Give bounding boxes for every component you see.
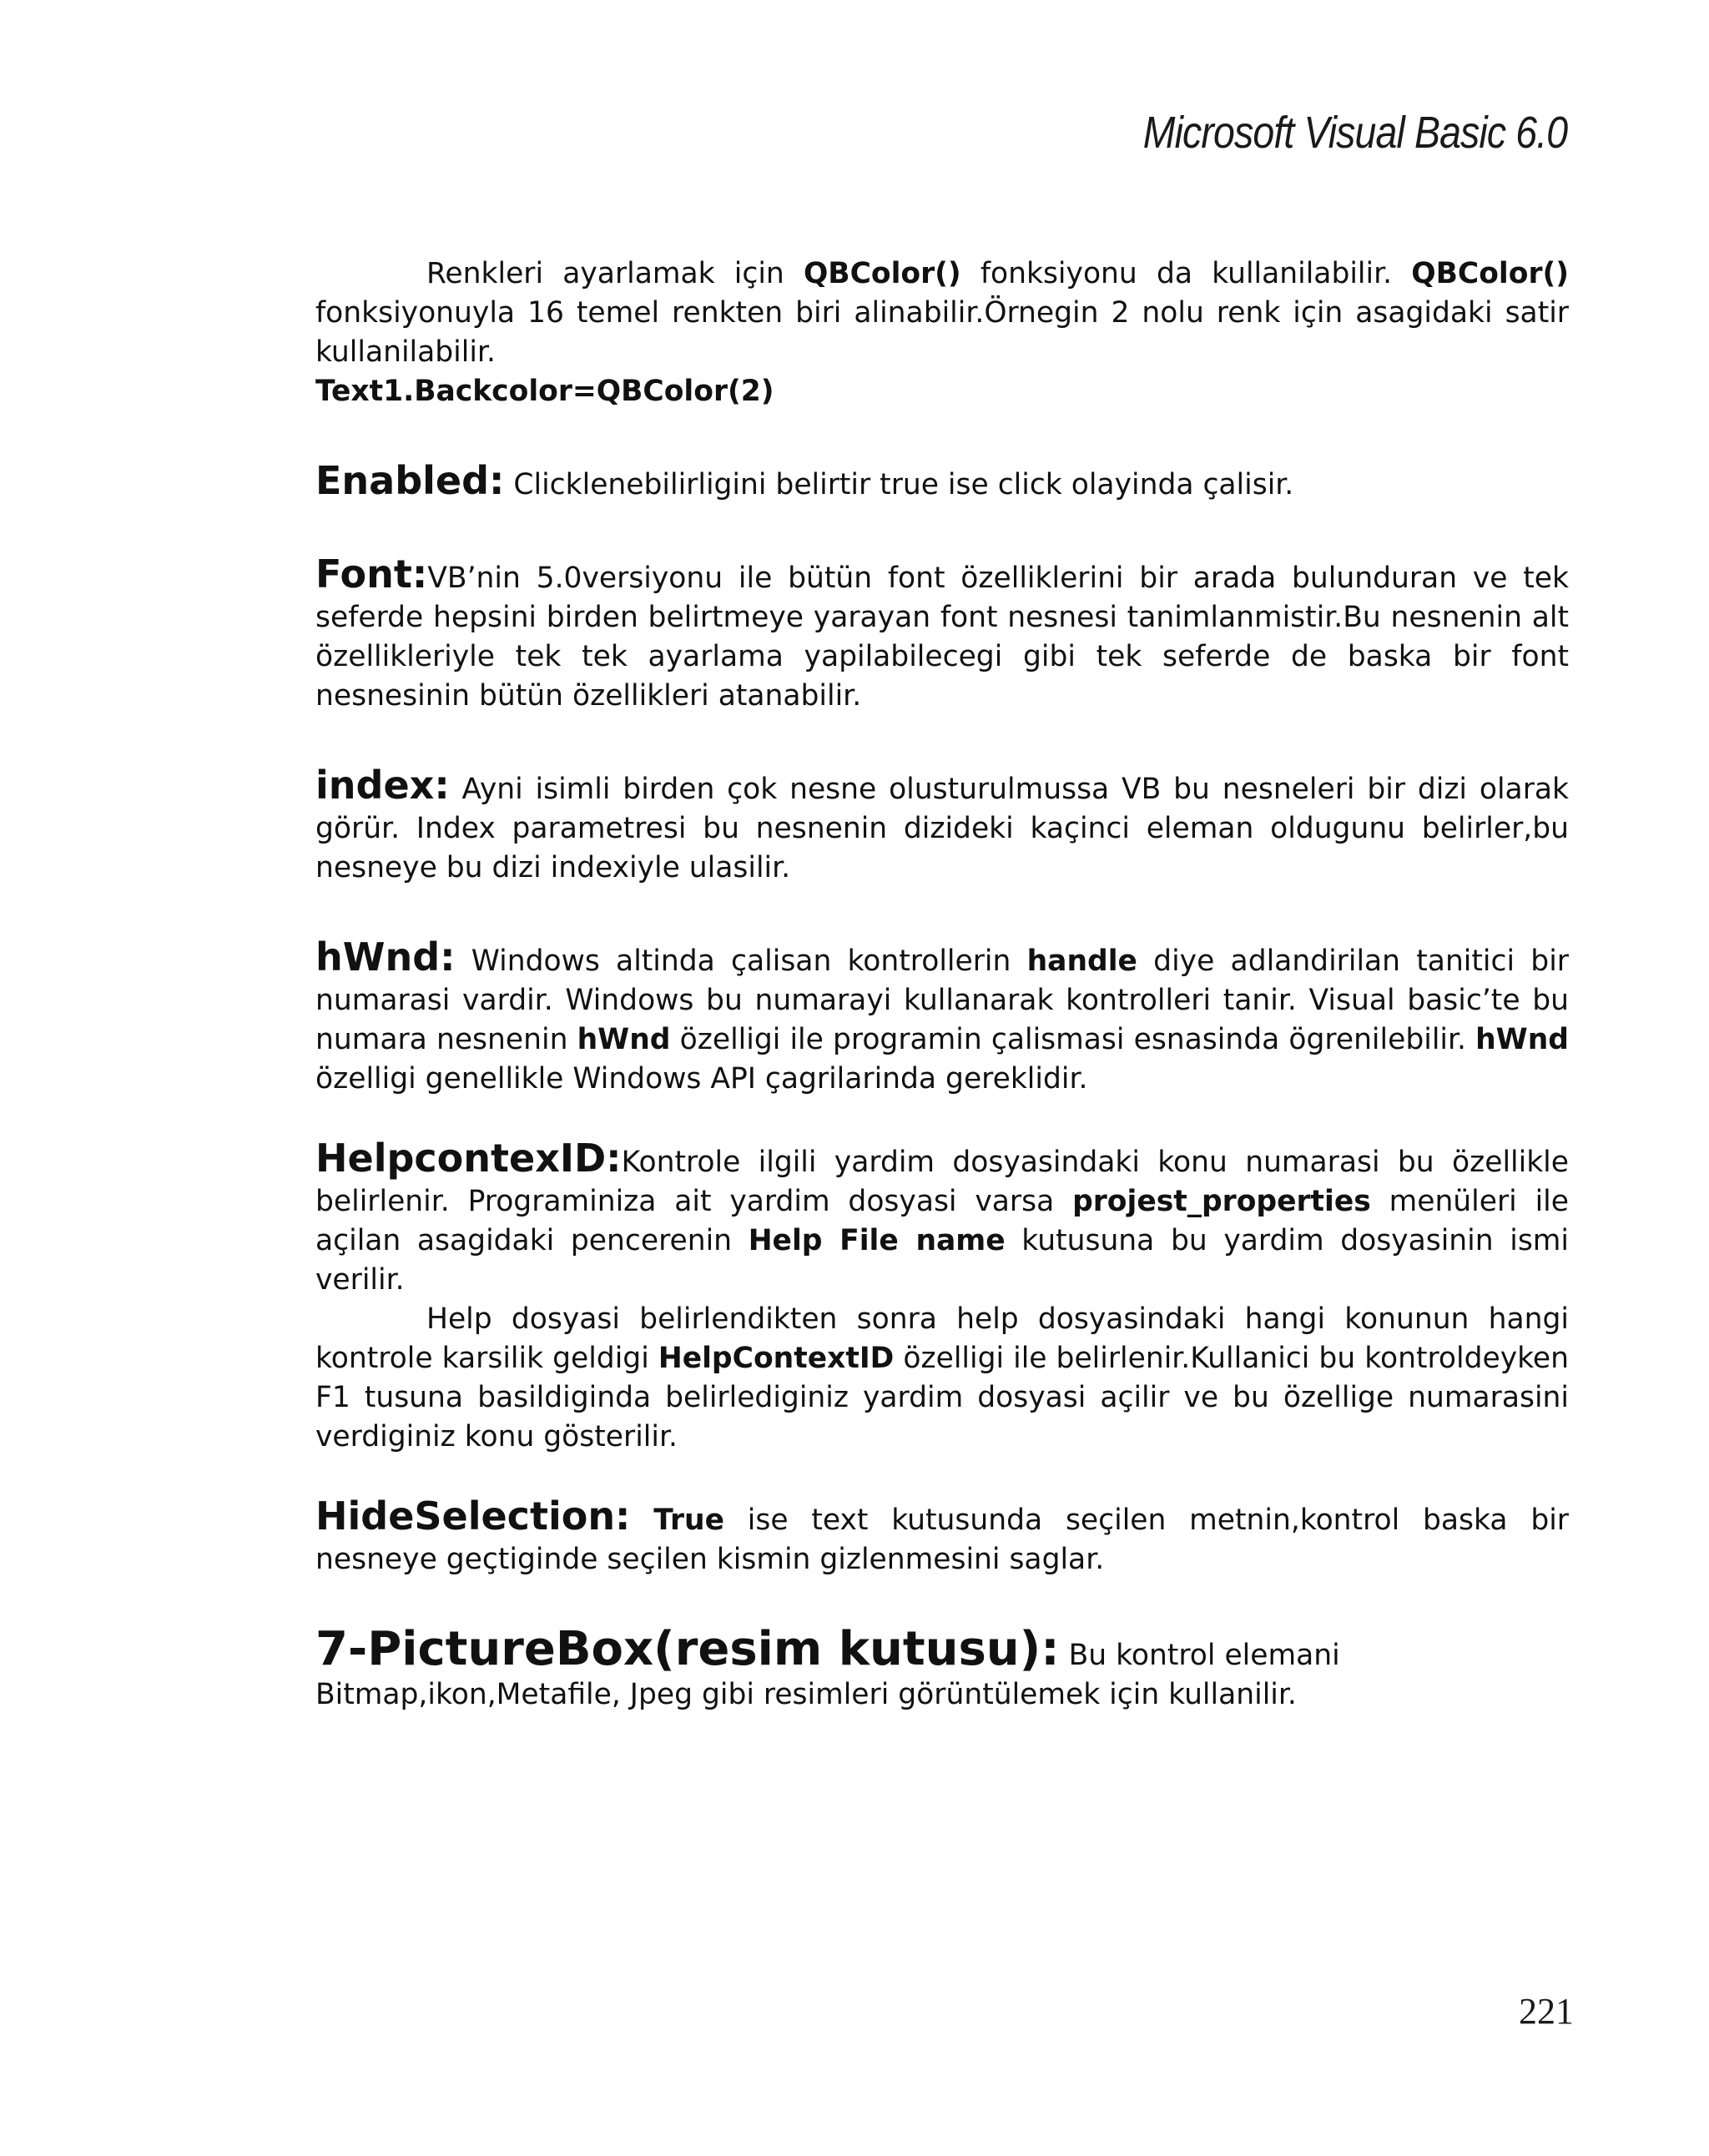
helpcontext-text-2: menüleri ile açilan asagidaki pencerenin: [315, 1185, 1569, 1257]
hideselection-paragraph: [315, 1494, 1569, 1579]
font-term: Font:: [315, 552, 428, 597]
qbcolor-keyword: QBColor(): [803, 257, 961, 290]
hwnd-paragraph: [315, 934, 1569, 1099]
hideselection-keyword: True: [653, 1504, 724, 1537]
picturebox-heading: 7-PictureBox(resim kutusu):: [315, 1622, 1060, 1676]
picturebox-paragraph: [315, 1622, 1569, 1715]
helpcontext-p2-text-2: özelligi ile belirlenir.Kullanici bu kontroldeyken F1 tusuna basildiginda belirlediginiz yardim dosyasi açilir ve bu özellige numarasini verdiginiz konu gösterilir.: [315, 1342, 1569, 1453]
hwnd-keyword-2: hWnd: [1475, 1023, 1569, 1056]
helpcontext-keyword-field: Help File name: [748, 1224, 1006, 1257]
helpcontext-term: HelpcontexID:: [315, 1136, 622, 1181]
hwnd-term: hWnd:: [315, 934, 456, 980]
hwnd-text-1: Windows altinda çalisan kontrollerin: [455, 945, 1027, 978]
helpcontext-p2-keyword: HelpContextID: [658, 1342, 895, 1375]
hwnd-keyword: hWnd: [577, 1023, 671, 1056]
hwnd-text-3: özelligi ile programin çalismasi esnasinda ögrenilebilir.: [670, 1023, 1476, 1056]
page-number: 221: [1519, 1991, 1574, 2032]
hwnd-keyword-handle: handle: [1026, 945, 1137, 978]
helpcontext-paragraph-2: [315, 1300, 1569, 1457]
helpcontext-keyword-menu: projest_properties: [1072, 1185, 1371, 1218]
enabled-paragraph: [315, 458, 1569, 505]
index-term: index:: [315, 763, 450, 808]
page-content: [315, 254, 1569, 1715]
helpcontext-text-1: Kontrole ilgili yardim dosyasindaki konu numarasi bu özellikle belirlenir. Programiniza ait yardim dosyasi varsa: [315, 1146, 1569, 1218]
index-paragraph: [315, 763, 1569, 888]
qbcolor-keyword-2: QBColor(): [1411, 257, 1569, 290]
font-text: VB’nin 5.0versiyonu ile bütün font özelliklerini bir arada bulunduran ve tek seferde hepsini birden belirtmeye yarayan font nesnesi tanimlanmistir.Bu nesnenin alt özellikleriyle tek tek ayarlama yapilabilecegi gibi tek seferde de baska bir font nesnesinin bütün özellikleri atanabilir.: [315, 562, 1569, 713]
enabled-text: Clicklenebilirligini belirtir true ise click olayinda çalisir.: [504, 468, 1294, 501]
qbcolor-paragraph: [315, 254, 1569, 372]
running-header: Microsoft Visual Basic 6.0: [1142, 108, 1567, 158]
qbcolor-code-line: Text1.Backcolor=QBColor(2): [315, 375, 774, 408]
qbcolor-text-1: Renkleri ayarlamak için: [426, 257, 804, 290]
hideselection-text: ise text kutusunda seçilen metnin,kontrol baska bir nesneye geçtiginde seçilen kismin gizlenmesini saglar.: [315, 1504, 1569, 1576]
helpcontext-p2-text-1: Help dosyasi belirlendikten sonra help dosyasindaki hangi konunun hangi kontrole karsilik geldigi: [315, 1302, 1569, 1375]
index-text: Ayni isimli birden çok nesne olusturulmussa VB bu nesneleri bir dizi olarak görür. Index parametresi bu nesnenin dizideki kaçinci eleman oldugunu belirler,bu nesneye bu dizi indexiyle ulasilir.: [315, 773, 1569, 884]
qbcolor-text-2: fonksiyonu da kullanilabilir.: [960, 257, 1412, 290]
enabled-term: Enabled:: [315, 458, 505, 503]
picturebox-text-1: Bu kontrol elemani: [1059, 1639, 1340, 1672]
hwnd-text-2: diye adlandirilan tanitici bir numarasi vardir. Windows bu numarayi kullanarak kontrolleri tanir. Visual basic’te bu numara nesnenin: [315, 945, 1569, 1056]
picturebox-text-2: Bitmap,ikon,Metafile, Jpeg gibi resimleri görüntülemek için kullanilir.: [315, 1678, 1297, 1711]
qbcolor-text-3: fonksiyonuyla 16 temel renkten biri alinabilir.Örnegin 2 nolu renk için asagidaki satir kullanilabilir.: [315, 296, 1569, 369]
hwnd-text-4: özelligi genellikle Windows API çagrilarinda gereklidir.: [315, 1062, 1088, 1096]
hideselection-term: HideSelection:: [315, 1494, 631, 1539]
helpcontext-paragraph: [315, 1136, 1570, 1300]
font-paragraph: [315, 552, 1569, 716]
helpcontext-text-3: kutusuna bu yardim dosyasinin ismi verilir.: [315, 1224, 1570, 1297]
